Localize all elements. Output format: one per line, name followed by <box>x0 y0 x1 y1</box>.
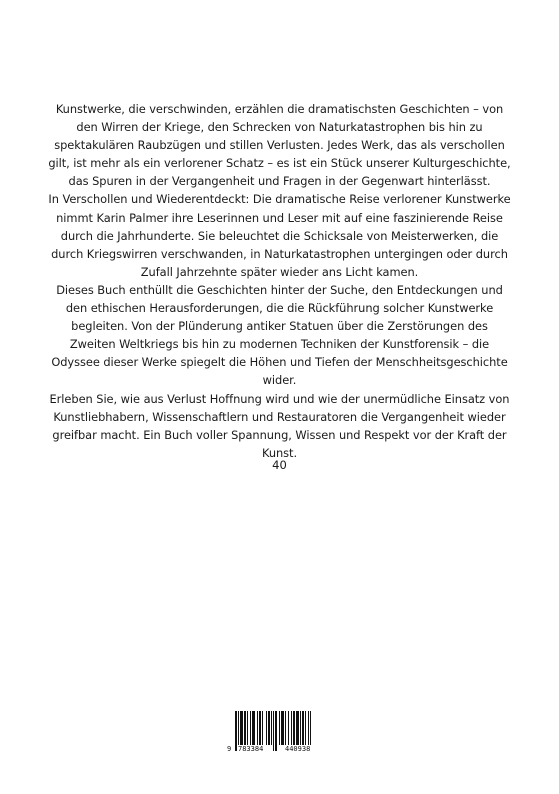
barcode-bar <box>281 711 284 745</box>
blurb-paragraph-1: Kunstwerke, die verschwinden, erzählen die dramatischsten Geschichten – von den Wirren der Kriege, den Schrecken von Naturkatastrophen bis hin zu spektakulären Raubzügen und stillen Verlusten. Jedes Werk, das als verschollen gilt, ist mehr als ein verlorener Schatz – es ist ein Stück unserer Kulturgeschichte, das Spuren in der Vergangenheit und Fragen in der Gegenwart hinterlässt. <box>48 102 511 189</box>
barcode-bar <box>252 711 255 745</box>
barcode-bar <box>262 711 263 745</box>
barcode-left-group: 783384 <box>238 745 264 753</box>
barcode-bar <box>266 711 267 745</box>
blurb-paragraph-2: In Verschollen und Wiederentdeckt: Die dramatische Reise verlorener Kunstwerke nimmt Karin Palmer ihre Leserinnen und Leser mit auf eine faszinierende Reise durch die Jahrhunderte. Sie beleuchtet die Schicksale von Meisterwerken, die durch Kriegswirren verschwanden, in Naturkatastrophen untergingen oder durch Zufall Jahrzehnte später wieder ans Licht kamen. <box>48 192 511 279</box>
barcode-bar <box>293 711 295 745</box>
barcode-bar <box>300 711 301 745</box>
barcode-lead-digit: 9 <box>227 745 232 753</box>
price-label: 40 <box>272 458 287 472</box>
barcode-bar <box>250 711 251 745</box>
blurb-text <box>48 100 511 462</box>
barcode-bar <box>271 711 272 745</box>
blurb-paragraph-4: Erleben Sie, wie aus Verlust Hoffnung wird und wie der unermüdliche Einsatz von Kunstliebhabern, Wissenschaftlern und Restauratoren die Vergangenheit wieder greifbar macht. Ein Buch voller Spannung, Wissen und Respekt vor der Kraft der Kunst. <box>49 391 510 460</box>
barcode-bar <box>302 711 304 745</box>
barcode-bar <box>291 711 292 745</box>
barcode-bar <box>279 711 280 745</box>
barcode-bar <box>257 711 258 745</box>
barcode-bar <box>288 711 289 745</box>
barcode-bar <box>296 711 299 745</box>
barcode-bar <box>305 711 306 745</box>
blurb-paragraph-3: Dieses Buch enthüllt die Geschichten hinter der Suche, den Entdeckungen und den ethischen Herausforderungen, die die Rückführung solcher Kunstwerke begleiten. Von der Plünderung antiker Statuen über die Zerstörungen des Zweiten Weltkriegs bis hin zu modernen Techniken der Kunstforensik – die Odyssee dieser Werke spiegelt die Höhen und Tiefen der Menschheitsgeschichte wider. <box>51 282 508 388</box>
barcode-bar <box>285 711 286 745</box>
barcode-bar <box>247 711 248 745</box>
barcode-bar <box>244 711 246 745</box>
barcode-bar <box>240 711 243 745</box>
barcode-bar <box>259 711 261 745</box>
barcode-digits <box>226 745 336 755</box>
barcode-right-group: 440938 <box>285 745 311 753</box>
barcode-bar <box>268 711 270 745</box>
